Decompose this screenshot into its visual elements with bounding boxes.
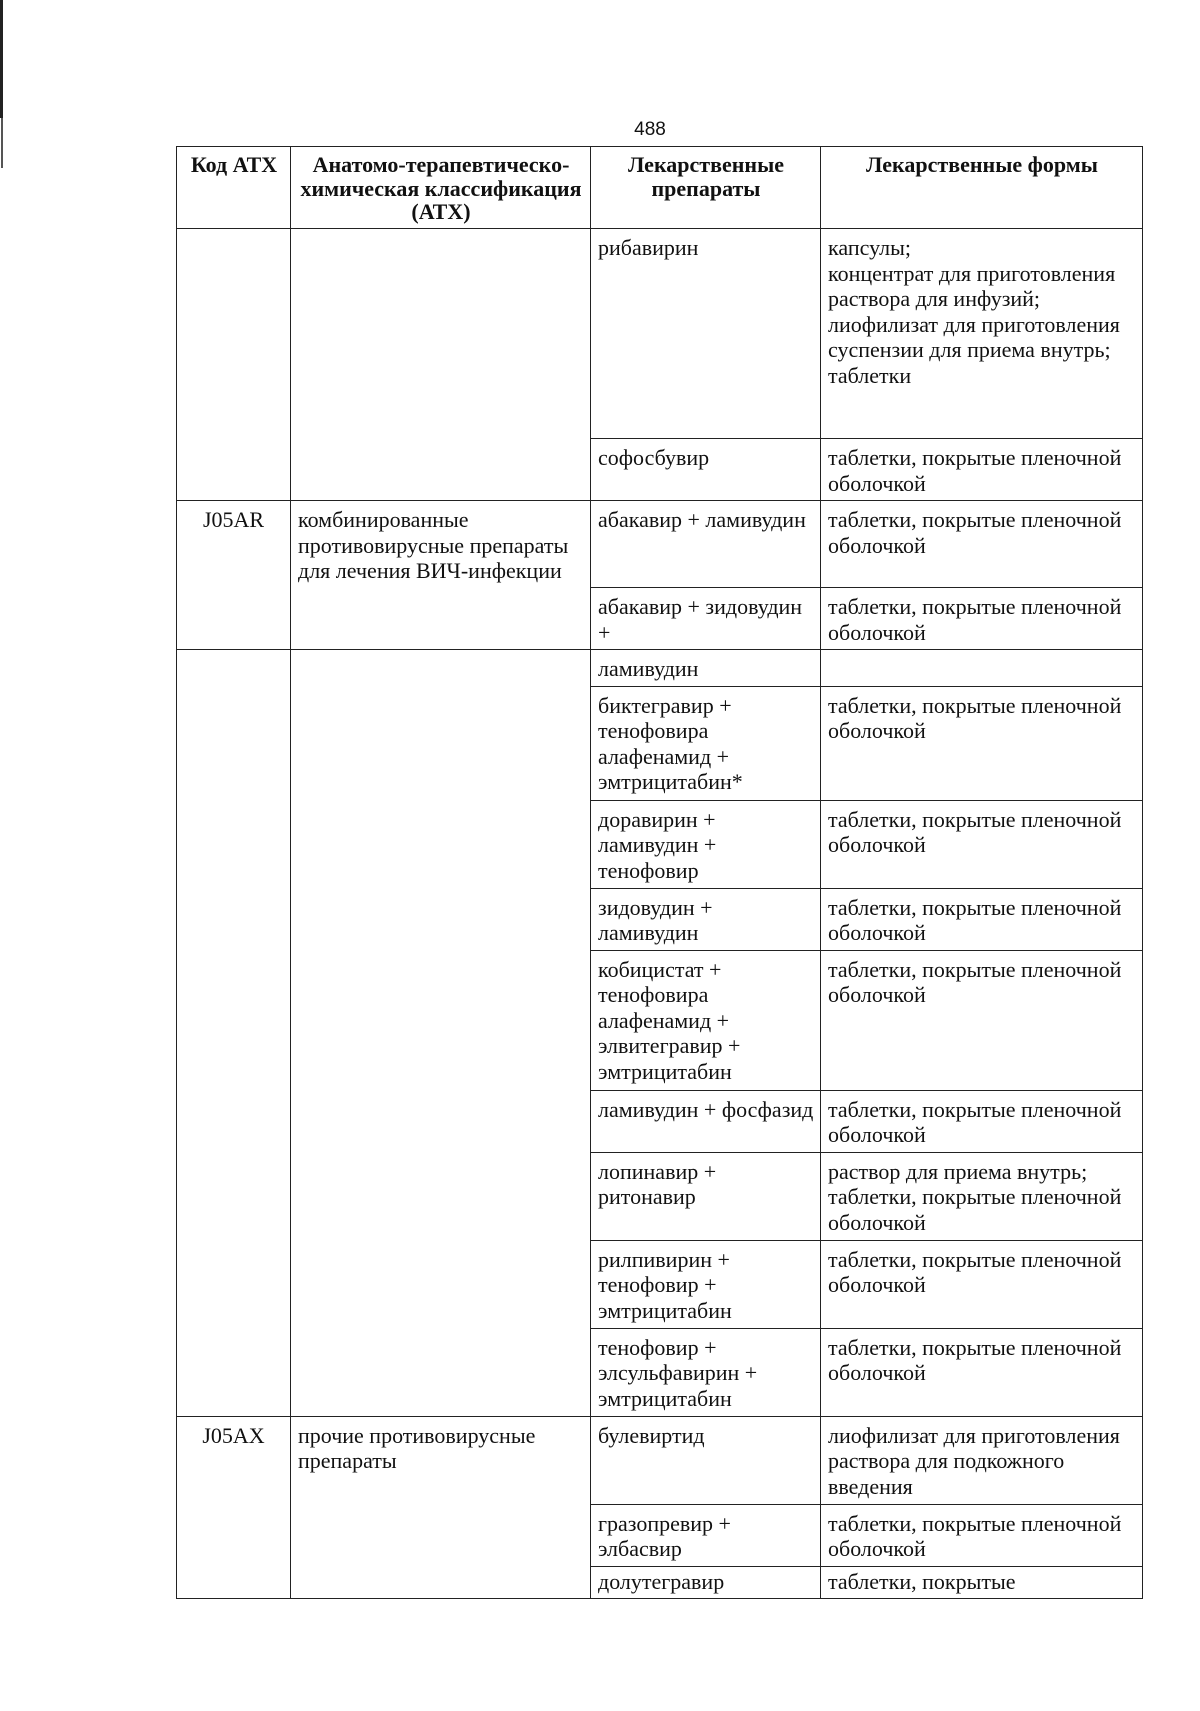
atx-code-cell <box>177 686 291 800</box>
drug-cell: тенофовир + элсульфавирин + эмтрицитабин <box>591 1328 821 1416</box>
atx-code-cell <box>177 950 291 1090</box>
header-classification: Анатомо-терапевтическо-химическая классификация (АТХ) <box>291 147 591 229</box>
dosage-forms-cell: таблетки, покрытые пленочной оболочкой <box>821 888 1143 950</box>
classification-cell <box>291 950 591 1090</box>
dosage-forms-cell: таблетки, покрытые пленочной оболочкой <box>821 1090 1143 1152</box>
drug-cell: кобицистат + тенофовира алафенамид + элвитегравир + эмтрицитабин <box>591 950 821 1090</box>
table-row <box>177 1328 1143 1416</box>
header-dosage-forms: Лекарственные формы <box>821 147 1143 229</box>
table-row <box>177 686 1143 800</box>
classification-cell <box>291 1090 591 1152</box>
dosage-forms-cell: таблетки, покрытые пленочной оболочкой <box>821 501 1143 588</box>
dosage-forms-cell: таблетки, покрытые пленочной оболочкой <box>821 1328 1143 1416</box>
dosage-form-line: капсулы; <box>828 235 911 260</box>
classification-cell <box>291 1566 591 1599</box>
dosage-forms-cell: таблетки, покрытые пленочной оболочкой <box>821 800 1143 888</box>
dosage-form-line: таблетки, покрытые пленочной оболочкой <box>828 1184 1122 1235</box>
atx-code-cell <box>177 229 291 439</box>
table-row <box>177 439 1143 501</box>
drug-cell: доравирин + ламивудин + тенофовир <box>591 800 821 888</box>
classification-cell <box>291 1328 591 1416</box>
table-row <box>177 1090 1143 1152</box>
dosage-forms-cell: таблетки, покрытые пленочной оболочкой <box>821 686 1143 800</box>
atx-code-cell <box>177 1328 291 1416</box>
table-row <box>177 650 1143 687</box>
drug-cell: абакавир + зидовудин + <box>591 588 821 650</box>
drug-cell: гразопревир + элбасвир <box>591 1504 821 1566</box>
classification-cell <box>291 686 591 800</box>
atx-code-cell <box>177 1566 291 1599</box>
drug-cell: рибавирин <box>591 229 821 439</box>
table-row <box>177 1566 1143 1599</box>
classification-cell <box>291 229 591 439</box>
drug-cell: зидовудин + ламивудин <box>591 888 821 950</box>
drug-cell: ламивудин <box>591 650 821 687</box>
table-row <box>177 1240 1143 1328</box>
table-row <box>177 588 1143 650</box>
classification-cell <box>291 439 591 501</box>
drug-cell: биктегравир + тенофовира алафенамид + эмтрицитабин* <box>591 686 821 800</box>
dosage-forms-cell: лиофилизат для приготовления раствора для подкожного введения <box>821 1416 1143 1504</box>
dosage-forms-cell: таблетки, покрытые пленочной оболочкой <box>821 950 1143 1090</box>
atx-code-cell <box>177 888 291 950</box>
header-atx-code: Код АТХ <box>177 147 291 229</box>
atx-code-cell <box>177 1090 291 1152</box>
dosage-forms-cell: таблетки, покрытые пленочной оболочкой <box>821 588 1143 650</box>
drug-cell: ламивудин + фосфазид <box>591 1090 821 1152</box>
atx-code-cell <box>177 650 291 687</box>
page-number: 488 <box>634 119 666 140</box>
classification-cell <box>291 1240 591 1328</box>
dosage-forms-cell: таблетки, покрытые пленочной оболочкой <box>821 439 1143 501</box>
table-row <box>177 1504 1143 1566</box>
table-row <box>177 229 1143 439</box>
drug-cell: абакавир + ламивудин <box>591 501 821 588</box>
atx-code-cell <box>177 588 291 650</box>
dosage-forms-cell: таблетки, покрытые <box>821 1566 1143 1599</box>
dosage-form-line: таблетки <box>828 362 912 388</box>
table-row <box>177 1416 1143 1504</box>
classification-cell <box>291 588 591 650</box>
atx-table <box>176 146 1143 1599</box>
header-drugs: Лекарственные препараты <box>591 147 821 229</box>
drug-cell: рилпивирин + тенофовир + эмтрицитабин <box>591 1240 821 1328</box>
dosage-forms-cell: таблетки, покрытые пленочной оболочкой <box>821 1504 1143 1566</box>
dosage-form-line: раствор для приема внутрь; <box>828 1158 1088 1184</box>
atx-code-cell <box>177 1240 291 1328</box>
classification-cell: прочие противовирусные препараты <box>291 1416 591 1504</box>
table-row <box>177 800 1143 888</box>
atx-code-cell <box>177 1504 291 1566</box>
classification-cell: комбинированные противовирусные препараты для лечения ВИЧ-инфекции <box>291 501 591 588</box>
classification-cell <box>291 800 591 888</box>
dosage-forms-cell <box>821 229 1143 439</box>
atx-code-cell: J05AX <box>177 1416 291 1504</box>
table-row <box>177 888 1143 950</box>
drug-cell: лопинавир + ритонавир <box>591 1152 821 1240</box>
classification-cell <box>291 888 591 950</box>
atx-code-cell <box>177 800 291 888</box>
dosage-forms-cell <box>821 650 1143 687</box>
table-header-row <box>177 147 1143 229</box>
dosage-forms-cell: таблетки, покрытые пленочной оболочкой <box>821 1240 1143 1328</box>
table-row <box>177 1152 1143 1240</box>
scan-edge-mark <box>0 0 3 118</box>
dosage-form-line: лиофилизат для приготовления суспензии для приема внутрь; <box>828 311 1120 362</box>
atx-code-cell <box>177 1152 291 1240</box>
drug-cell: долутегравир <box>591 1566 821 1599</box>
dosage-form-line: концентрат для приготовления раствора для инфузий; <box>828 260 1116 311</box>
scan-edge-mark <box>1 118 3 168</box>
classification-cell <box>291 1504 591 1566</box>
classification-cell <box>291 650 591 687</box>
table-row <box>177 501 1143 588</box>
atx-code-cell <box>177 439 291 501</box>
table-row <box>177 950 1143 1090</box>
drug-cell: булевиртид <box>591 1416 821 1504</box>
classification-cell <box>291 1152 591 1240</box>
atx-code-cell: J05AR <box>177 501 291 588</box>
drug-cell: софосбувир <box>591 439 821 501</box>
dosage-forms-cell <box>821 1152 1143 1240</box>
